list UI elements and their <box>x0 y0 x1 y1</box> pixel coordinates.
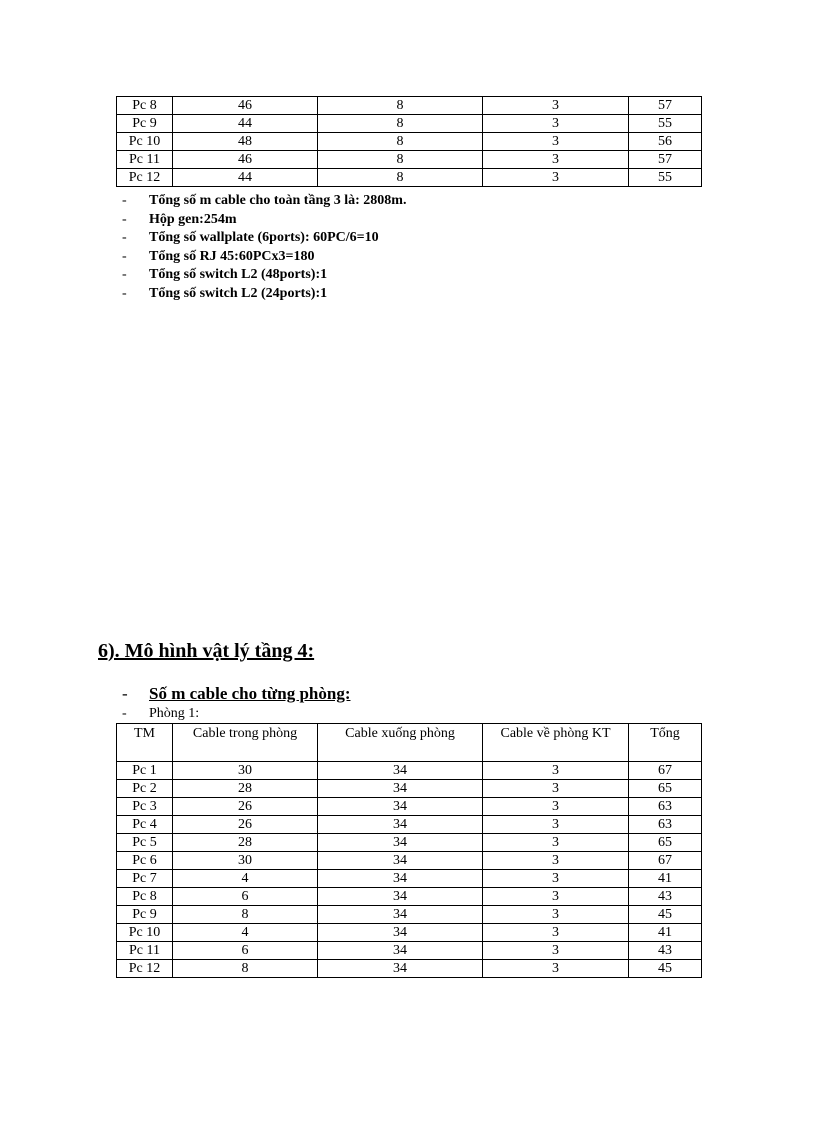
table-cell: 43 <box>629 942 702 960</box>
table-cell: 8 <box>318 169 483 187</box>
table-row <box>117 133 702 151</box>
floor4-room1-cable-table <box>116 723 702 978</box>
table-cell: 56 <box>629 133 702 151</box>
table-cell: 3 <box>483 852 629 870</box>
table-cell: 3 <box>483 888 629 906</box>
table-cell: 30 <box>173 762 318 780</box>
table-cell: 8 <box>318 133 483 151</box>
table-cell: 63 <box>629 816 702 834</box>
table-row <box>117 942 702 960</box>
table-row <box>117 169 702 187</box>
table-cell: 45 <box>629 960 702 978</box>
table-cell: Pc 8 <box>117 97 173 115</box>
table-cell: Pc 3 <box>117 798 173 816</box>
bullet-dash: - <box>122 706 127 721</box>
table-cell: Pc 11 <box>117 942 173 960</box>
table-cell: Pc 11 <box>117 151 173 169</box>
table-cell: 6 <box>173 942 318 960</box>
table-cell: 41 <box>629 924 702 942</box>
summary-wallplate: Tổng số wallplate (6ports): 60PC/6=10 <box>149 230 379 245</box>
table-cell: 34 <box>318 798 483 816</box>
table-row <box>117 151 702 169</box>
table-cell: Pc 5 <box>117 834 173 852</box>
bullet-dash: - <box>122 248 127 264</box>
summary-rj45: Tổng số RJ 45:60PCx3=180 <box>149 248 315 264</box>
table-row <box>117 834 702 852</box>
table-cell: 3 <box>483 133 629 151</box>
table-cell: 55 <box>629 115 702 133</box>
table-cell: 34 <box>318 780 483 798</box>
table-row <box>117 97 702 115</box>
summary-total-cable: Tổng số m cable cho toàn tầng 3 là: 2808m. <box>149 193 407 208</box>
column-header: Tổng <box>629 724 702 762</box>
bullet-dash: - <box>122 285 127 301</box>
bullet-dash: - <box>122 267 127 282</box>
table-cell: 34 <box>318 870 483 888</box>
table-cell: Pc 4 <box>117 816 173 834</box>
table-cell: 28 <box>173 780 318 798</box>
room-label: Phòng 1: <box>149 706 200 721</box>
list-item <box>122 192 406 211</box>
table-cell: 8 <box>318 97 483 115</box>
subheading: Số m cable cho từng phòng: <box>149 684 351 703</box>
room-label-line <box>122 706 199 722</box>
list-item <box>122 229 406 248</box>
list-item <box>122 266 406 285</box>
table-cell: 34 <box>318 834 483 852</box>
table-cell: Pc 10 <box>117 924 173 942</box>
list-item <box>122 248 406 267</box>
table-cell: 3 <box>483 870 629 888</box>
table-cell: 34 <box>318 942 483 960</box>
table-cell: 44 <box>173 115 318 133</box>
table-cell: 34 <box>318 852 483 870</box>
table-cell: 34 <box>318 960 483 978</box>
table-cell: 46 <box>173 151 318 169</box>
table-cell: 43 <box>629 888 702 906</box>
table-row <box>117 798 702 816</box>
table-cell: 3 <box>483 960 629 978</box>
table-cell: 41 <box>629 870 702 888</box>
bullet-dash: - <box>122 230 127 245</box>
table-cell: 63 <box>629 798 702 816</box>
table-row <box>117 924 702 942</box>
table-cell: Pc 2 <box>117 780 173 798</box>
table-cell: 3 <box>483 115 629 133</box>
table-cell: Pc 1 <box>117 762 173 780</box>
table-cell: 65 <box>629 780 702 798</box>
table-cell: 4 <box>173 924 318 942</box>
column-header: TM <box>117 724 173 762</box>
summary-switch-24: Tổng số switch L2 (24ports):1 <box>149 285 328 301</box>
table-cell: 34 <box>318 906 483 924</box>
bullet-dash: - <box>122 211 127 227</box>
table-cell: 8 <box>173 960 318 978</box>
section-heading: 6). Mô hình vật lý tầng 4: <box>98 640 315 662</box>
bullet-dash: - <box>122 684 128 703</box>
column-header: Cable xuống phòng <box>318 724 483 762</box>
table-row <box>117 852 702 870</box>
table-row <box>117 888 702 906</box>
table-cell: 3 <box>483 169 629 187</box>
table-row <box>117 780 702 798</box>
floor3-cable-table-continued <box>116 96 702 187</box>
table-cell: 65 <box>629 834 702 852</box>
table-cell: 67 <box>629 762 702 780</box>
table-cell: 55 <box>629 169 702 187</box>
table-cell: 34 <box>318 924 483 942</box>
table-cell: 30 <box>173 852 318 870</box>
list-item <box>122 211 406 230</box>
table-cell: 3 <box>483 834 629 852</box>
table-row <box>117 960 702 978</box>
table-cell: Pc 6 <box>117 852 173 870</box>
table-cell: Pc 12 <box>117 169 173 187</box>
table-cell: Pc 8 <box>117 888 173 906</box>
table-cell: 3 <box>483 762 629 780</box>
table-cell: 34 <box>318 888 483 906</box>
table-cell: 67 <box>629 852 702 870</box>
table-row <box>117 115 702 133</box>
table-cell: 3 <box>483 942 629 960</box>
table-cell: Pc 12 <box>117 960 173 978</box>
table-cell: Pc 7 <box>117 870 173 888</box>
table-cell: 48 <box>173 133 318 151</box>
table-cell: 44 <box>173 169 318 187</box>
table-cell: 8 <box>318 151 483 169</box>
table-cell: 34 <box>318 762 483 780</box>
table-row <box>117 816 702 834</box>
table-header-row <box>117 724 702 762</box>
table-cell: 57 <box>629 97 702 115</box>
table-cell: 3 <box>483 798 629 816</box>
table-cell: 3 <box>483 97 629 115</box>
table-cell: 8 <box>173 906 318 924</box>
table-cell: 3 <box>483 816 629 834</box>
list-item <box>122 285 406 304</box>
table-cell: 4 <box>173 870 318 888</box>
table-cell: Pc 9 <box>117 115 173 133</box>
summary-list <box>122 192 406 303</box>
table-cell: 28 <box>173 834 318 852</box>
subheading-line <box>122 684 350 704</box>
table-row <box>117 762 702 780</box>
table-cell: 3 <box>483 780 629 798</box>
table-cell: 8 <box>318 115 483 133</box>
table-cell: 46 <box>173 97 318 115</box>
table-row <box>117 870 702 888</box>
table-row <box>117 906 702 924</box>
table-cell: 6 <box>173 888 318 906</box>
table-cell: Pc 9 <box>117 906 173 924</box>
table-cell: 57 <box>629 151 702 169</box>
table-cell: Pc 10 <box>117 133 173 151</box>
column-header: Cable về phòng KT <box>483 724 629 762</box>
table-cell: 3 <box>483 906 629 924</box>
table-cell: 26 <box>173 798 318 816</box>
summary-cable-duct: Hộp gen:254m <box>149 211 237 227</box>
table-cell: 3 <box>483 151 629 169</box>
bullet-dash: - <box>122 193 127 208</box>
table-cell: 26 <box>173 816 318 834</box>
column-header: Cable trong phòng <box>173 724 318 762</box>
table-cell: 45 <box>629 906 702 924</box>
summary-switch-48: Tổng số switch L2 (48ports):1 <box>149 267 328 282</box>
table-cell: 34 <box>318 816 483 834</box>
table-cell: 3 <box>483 924 629 942</box>
